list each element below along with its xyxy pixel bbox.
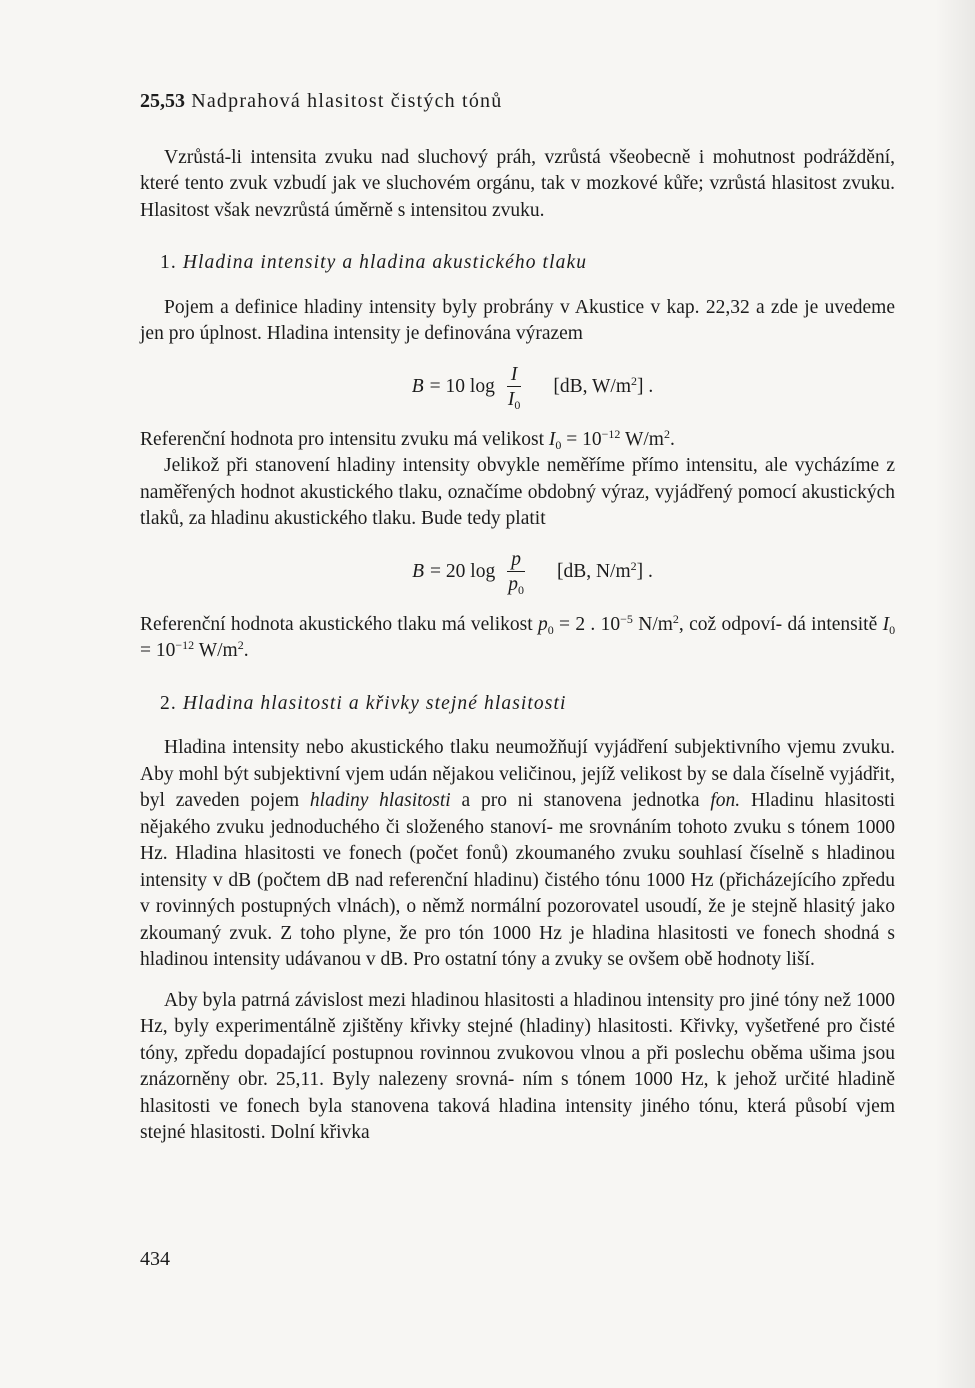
subsection-1-paragraph-2: Jelikož při stanovení hladiny intensity obvykle neměříme přímo intensitu, ale vycházíme z naměřených hodnot akustického tlaku, označíme obdobný výraz, vyjádřený pomocí akustických tlaků, za hladinu akustického tlaku. Bude tedy platit <box>140 455 895 529</box>
section-number: 25,53 <box>140 90 185 112</box>
formula-1-unit: [dB, $W/m^2$] . <box>553 373 654 397</box>
subsection-2-number: 2. <box>160 692 177 714</box>
subsection-2-paragraph-2: Aby byla patrná závislost mezi hladinou hlasitosti a hladinou intensity pro jiné tóny než 1000 Hz, byly experimentálně zjištěny křivky stejné (hladiny) hlasitosti. Křivky, vyšetřené pro čisté tóny, zpředu dopadající postupnou rovinnou zvukovou vlnou a při poslechu oběma ušima jsou znázorněny obr. 25,11. Byly nalezeny srovná- ním s tónem 1000 Hz, k jehož určité hladině hlasitosti ve fonech byla stanovena taková hladina intensity jiného tónu, která působí vjem stejné hlasitosti. Dolní křivka <box>140 989 895 1143</box>
subsection-2-paragraph-1: Hladina intensity nebo akustického tlaku neumožňují vyjádření subjektivního vjemu zvuku. Aby mohl být subjektivní vjem udán nějakou veličinou, jejíž velikost by se dala číselně vyjádřit, byl zaveden pojem hladiny hlasitosti a pro ni stanovena jednotka fon. Hladinu hlasitosti nějakého zvuku jednoduchého či složeného stanoví- me srovnáním tohoto zvuku s tónem 1000 Hz. Hladina hlasitosti ve fonech (počet fonů) zkoumaného zvuku souhlasí číselně s hladinou intensity v dB (počtem dB nad referenční hladinu) čistého tónu 1000 Hz (přicházejícího zpředu v rovinných postupných vlnách), o němž normální pozorovatel usoudí, že je stejně hlasitý jako zkoumaný zvuk. Z toho plyne, že pro tón 1000 Hz je hladina hlasitosti ve fonech shodná s hladinou intensity udávanou v dB. Pro ostatní tóny a zvuky se ovšem obě hodnoty liší. <box>140 737 896 970</box>
formula-1-lhs: B <box>411 375 424 397</box>
formula-2-fraction <box>507 549 525 596</box>
subsection-2-heading <box>160 691 895 718</box>
formula-pressure-level <box>140 549 895 596</box>
section-heading <box>140 88 895 115</box>
reference-pressure-paragraph: Referenční hodnota akustického tlaku má velikost $p_0 = 2$ . $10^{-5}$ $N/m^2$, což odpoví- dá intensitě $I_0 = 10^{-12}$ $W/m^2$. <box>140 611 896 661</box>
formula-2-denominator: $p_0$ <box>508 573 524 597</box>
subsection-1-heading <box>160 250 895 277</box>
formula-2-unit: [dB, $N/m^2$] . <box>556 558 653 582</box>
page-edge-shadow <box>935 0 975 1388</box>
intro-paragraph: Vzrůstá-li intensita zvuku nad sluchový práh, vzrůstá všeobecně i mohutnost podráždění, které tento zvuk vzbudí jak ve sluchovém orgánu, tak v mozkové kůře; vzrůstá hlasitost zvuku. Hlasitost však nevzrůstá úměrně s intensitou zvuku. <box>140 146 895 221</box>
section-title: Nadprahová hlasitost čistých tónů <box>191 90 503 112</box>
formula-2-numerator: p <box>507 549 525 572</box>
reference-intensity-line: Referenční hodnota pro intensitu zvuku má velikost $I_0 = 10^{-12}$ $W/m^2$. <box>140 426 675 452</box>
formula-1-denominator: $I_0$ <box>507 388 521 412</box>
subsection-1-title: Hladina intensity a hladina akustického tlaku <box>182 252 588 273</box>
formula-2-lhs: B <box>412 560 425 582</box>
subsection-2-title: Hladina hlasitosti a křivky stejné hlasitosti <box>182 692 567 714</box>
page-content <box>140 88 895 1147</box>
formula-intensity-level <box>140 364 895 411</box>
formula-1-numerator: I <box>507 364 522 387</box>
term-loudness-level: hladiny hlasitosti <box>309 790 451 811</box>
formula-2-eq: = 20 log <box>430 560 496 582</box>
formula-1-eq: = 10 log <box>429 375 495 397</box>
formula-1-fraction <box>507 364 522 411</box>
subsection-1-number: 1. <box>160 252 177 273</box>
page-number: 434 <box>140 1248 170 1270</box>
term-phon: fon. <box>710 790 741 811</box>
subsection-1-paragraph-1: Pojem a definice hladiny intensity byly probrány v Akustice v kap. 22,32 a zde je uvedeme jen pro úplnost. Hladina intensity je definována výrazem <box>140 296 895 344</box>
